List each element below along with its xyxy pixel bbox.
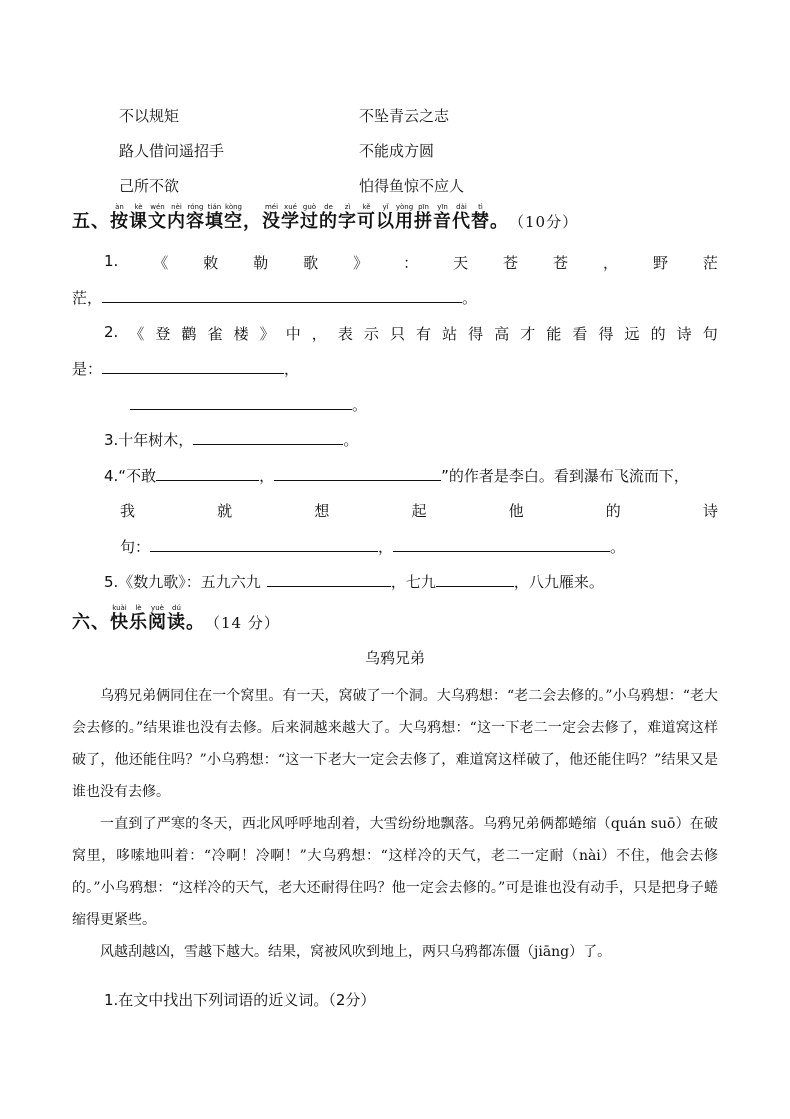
section5-heading-char: 文wén <box>148 203 167 232</box>
q1-char: 》 <box>353 254 369 272</box>
section5-heading-char: 代dài <box>452 203 471 232</box>
q4-line2 <box>120 500 718 521</box>
section6-heading-char: 读dú <box>167 604 186 633</box>
q2-char: 雀 <box>207 325 223 343</box>
q2-char: 高 <box>494 325 510 343</box>
section5-heading-char: 按àn <box>110 203 129 232</box>
q5-answer-blank-1[interactable] <box>267 572 391 587</box>
q1-char: ： <box>403 254 419 272</box>
q1-line2-start: 茫， <box>72 289 103 307</box>
section6-heading-pinyin: dú <box>167 604 186 612</box>
q1-char: 《 <box>153 254 169 272</box>
q2-char: 登 <box>155 325 171 343</box>
section5-heading-pinyin: kòng <box>224 203 243 211</box>
q2-char: 才 <box>520 325 536 343</box>
match-right-3: 怕得鱼惊不应人 <box>359 177 465 195</box>
section5-heading-char: 替tì <box>471 203 490 232</box>
section5-heading-char: 可kě <box>357 203 376 232</box>
q1-char: 敕 <box>203 254 219 272</box>
q4-char: 的 <box>605 502 621 520</box>
section5-heading-pinyin: xué <box>281 203 300 211</box>
q2-char: 中 <box>285 325 301 343</box>
q2-line2 <box>72 358 299 379</box>
section5-heading-pinyin: guò <box>300 203 319 211</box>
q1-char: 勒 <box>253 254 269 272</box>
section5-heading-char: ， <box>243 211 262 232</box>
section5-heading-pinyin: kè <box>129 203 148 211</box>
q4-char: 想 <box>314 502 330 520</box>
section5-heading-char: 填tián <box>205 203 224 232</box>
section5-heading-char: 内nèi <box>167 203 186 232</box>
q5-answer-blank-2[interactable] <box>436 572 514 587</box>
q3-line <box>104 429 358 450</box>
q4-char: 他 <box>508 502 524 520</box>
q5-mid2: ，八九雁来。 <box>513 573 604 591</box>
story-paragraph-2: 一直到了严寒的冬天，西北风呼呼地刮着，大雪纷纷地飘落。乌鸦兄弟俩都蜷缩（quán suō）在破窝里，哆嗦地叫着：“冷啊！冷啊！”大乌鸦想：“这样冷的天气，老二一定耐（nài）不住，他会去修的。”小乌鸦想：“这样冷的天气，老大还耐得住吗？他一定会去修的。”可是谁也没有动手，只是把身子蜷缩得更紧些。 <box>72 816 718 928</box>
section5-heading-pinyin: yǐ <box>376 203 395 211</box>
section5-heading-char: 课kè <box>129 203 148 232</box>
q2-char: 表 <box>337 325 353 343</box>
section6-heading-char: 。 <box>186 612 205 633</box>
q2-char: 有 <box>416 325 432 343</box>
q2-end: 。 <box>352 396 368 414</box>
q1-char: 茫 <box>702 254 718 272</box>
q2-char: 句 <box>702 325 718 343</box>
section5-heading-pinyin: wén <box>148 203 167 211</box>
q2-char: 看 <box>572 325 588 343</box>
reading-question-1: 1.在文中找出下列词语的近义词。（2分） <box>104 991 376 1009</box>
q2-line3 <box>130 394 367 415</box>
match-left-1: 不以规矩 <box>119 107 180 125</box>
q5-line <box>104 571 604 592</box>
q2-char: 只 <box>389 325 405 343</box>
q2-char: 》 <box>259 325 275 343</box>
story-title: 乌鸦兄弟 <box>364 649 425 667</box>
section5-heading-pinyin: de <box>319 203 338 211</box>
q2-char: 2. <box>104 323 119 341</box>
section5-heading-char: 过guò <box>300 203 319 232</box>
section5-heading-char: 。 <box>490 211 509 232</box>
section5-heading-char: 以yǐ <box>376 203 395 232</box>
section5-heading-pinyin: pīn <box>414 203 433 211</box>
section6-heading-pinyin: lè <box>129 604 148 612</box>
q4-char: 诗 <box>702 502 718 520</box>
q4-comma: ， <box>259 467 275 485</box>
q4-answer-blank-2[interactable] <box>274 466 441 481</box>
match-right-2: 不能成方圆 <box>359 142 435 160</box>
q4-line3 <box>120 536 625 557</box>
section5-heading-pinyin: zì <box>338 203 357 211</box>
q1-char: 1. <box>104 252 119 270</box>
q2-char: 楼 <box>233 325 249 343</box>
q2-char: 得 <box>468 325 484 343</box>
section5-heading-pinyin: tián <box>205 203 224 211</box>
q3-text: 3.十年树木， <box>104 431 194 449</box>
q1-char: ， <box>602 254 618 272</box>
match-left-3: 己所不欲 <box>119 177 180 195</box>
q1-end: 。 <box>462 289 478 307</box>
q3-end: 。 <box>343 431 359 449</box>
section5-heading-char: 学xué <box>281 203 300 232</box>
q2-answer-blank-1[interactable] <box>102 359 284 374</box>
q1-char: 苍 <box>553 254 569 272</box>
q2-char: 能 <box>546 325 562 343</box>
section5-heading-pinyin: dài <box>452 203 471 211</box>
match-left-2: 路人借问遥招手 <box>119 142 225 160</box>
section6-heading-char: 快kuài <box>110 604 129 633</box>
section6-score: （14 分） <box>205 614 280 632</box>
section5-ruby-text <box>72 203 509 232</box>
section5-heading-pinyin: kě <box>357 203 376 211</box>
section5-heading-char: 用yòng <box>395 203 414 232</box>
q2-comma: ， <box>284 360 300 378</box>
section5-heading-pinyin: méi <box>262 203 281 211</box>
q4-comma2: ， <box>378 538 394 556</box>
q2-char: 远 <box>624 325 640 343</box>
q5-start: 5.《数九歌》：五九六九 <box>104 573 261 591</box>
section5-heading-pinyin: yòng <box>395 203 414 211</box>
q4-end: 。 <box>610 538 626 556</box>
match-right-1: 不坠青云之志 <box>359 107 450 125</box>
q1-char: 歌 <box>303 254 319 272</box>
q1-answer-blank[interactable] <box>102 288 462 303</box>
section5-heading-char: 的de <box>319 203 338 232</box>
q2-line2-start: 是： <box>72 360 103 378</box>
section5-heading-char: 音yīn <box>433 203 452 232</box>
section5-heading-pinyin: àn <box>110 203 129 211</box>
section5-heading-pinyin: tì <box>471 203 490 211</box>
section6-heading-pinyin: kuài <box>110 604 129 612</box>
section6-heading-char: 阅yuè <box>148 604 167 633</box>
q2-char: 的 <box>650 325 666 343</box>
q4-line1 <box>104 465 689 486</box>
section5-heading-pinyin: yīn <box>433 203 452 211</box>
q2-char: ， <box>311 325 327 343</box>
q4-rest: ”的作者是李白。看到瀑布飞流而下， <box>441 467 689 485</box>
q4-char: 就 <box>217 502 233 520</box>
q1-char: 天 <box>453 254 469 272</box>
q4-char: 我 <box>120 502 136 520</box>
section6-heading-char: 乐lè <box>129 604 148 633</box>
q1-char: 苍 <box>503 254 519 272</box>
story-paragraph-1: 乌鸦兄弟俩同住在一个窝里。有一天，窝破了一个洞。大乌鸦想：“老二会去修的。”小乌鸦想：“老大会去修的。”结果谁也没有去修。后来洞越来越大了。大乌鸦想：“这一下老二一定会去修了，难道窝这样破了，他还能住吗？”小乌鸦想：“这一下老大一定会去修了，难道窝这样破了，他还能住吗？”结果又是谁也没有去修。 <box>72 688 718 800</box>
q2-char: 鹳 <box>181 325 197 343</box>
q2-char: 站 <box>442 325 458 343</box>
q2-line1 <box>104 323 718 344</box>
q2-char: 诗 <box>676 325 692 343</box>
section5-score: （10分） <box>509 213 579 231</box>
q3-answer-blank[interactable] <box>193 430 343 445</box>
section5-heading-char: 空kòng <box>224 203 243 232</box>
q2-char: 得 <box>598 325 614 343</box>
q1-line1 <box>104 252 718 273</box>
section5-heading-char: 字zì <box>338 203 357 232</box>
q1-line2 <box>72 287 477 308</box>
section5-heading-char: 五、 <box>72 211 110 232</box>
section6-heading <box>72 604 280 634</box>
section5-heading-char: 容róng <box>186 203 205 232</box>
section6-ruby-text <box>72 604 205 633</box>
story-paragraph-3: 风越刮越凶，雪越下越大。结果，窝被风吹到地上，两只乌鸦都冻僵（jiāng）了。 <box>100 944 612 960</box>
q1-char: 野 <box>652 254 668 272</box>
section6-heading-pinyin: yuè <box>148 604 167 612</box>
q4-start: 4.“不敢 <box>104 467 157 485</box>
section6-heading-char: 六、 <box>72 612 110 633</box>
section5-heading-char: 拼pīn <box>414 203 433 232</box>
section5-heading <box>72 203 578 233</box>
q2-char: 《 <box>129 325 145 343</box>
section5-heading-pinyin: róng <box>186 203 205 211</box>
q4-line3-start: 句： <box>120 538 151 556</box>
q2-char: 示 <box>363 325 379 343</box>
section5-heading-char: 没méi <box>262 203 281 232</box>
q4-char: 起 <box>411 502 427 520</box>
q4-answer-blank-1[interactable] <box>156 466 259 481</box>
q4-answer-blank-3[interactable] <box>150 537 378 552</box>
section5-heading-pinyin: nèi <box>167 203 186 211</box>
q4-answer-blank-4[interactable] <box>393 537 610 552</box>
q5-mid1: ，七九 <box>390 573 436 591</box>
q2-answer-blank-2[interactable] <box>130 395 352 410</box>
story-body <box>72 680 718 968</box>
